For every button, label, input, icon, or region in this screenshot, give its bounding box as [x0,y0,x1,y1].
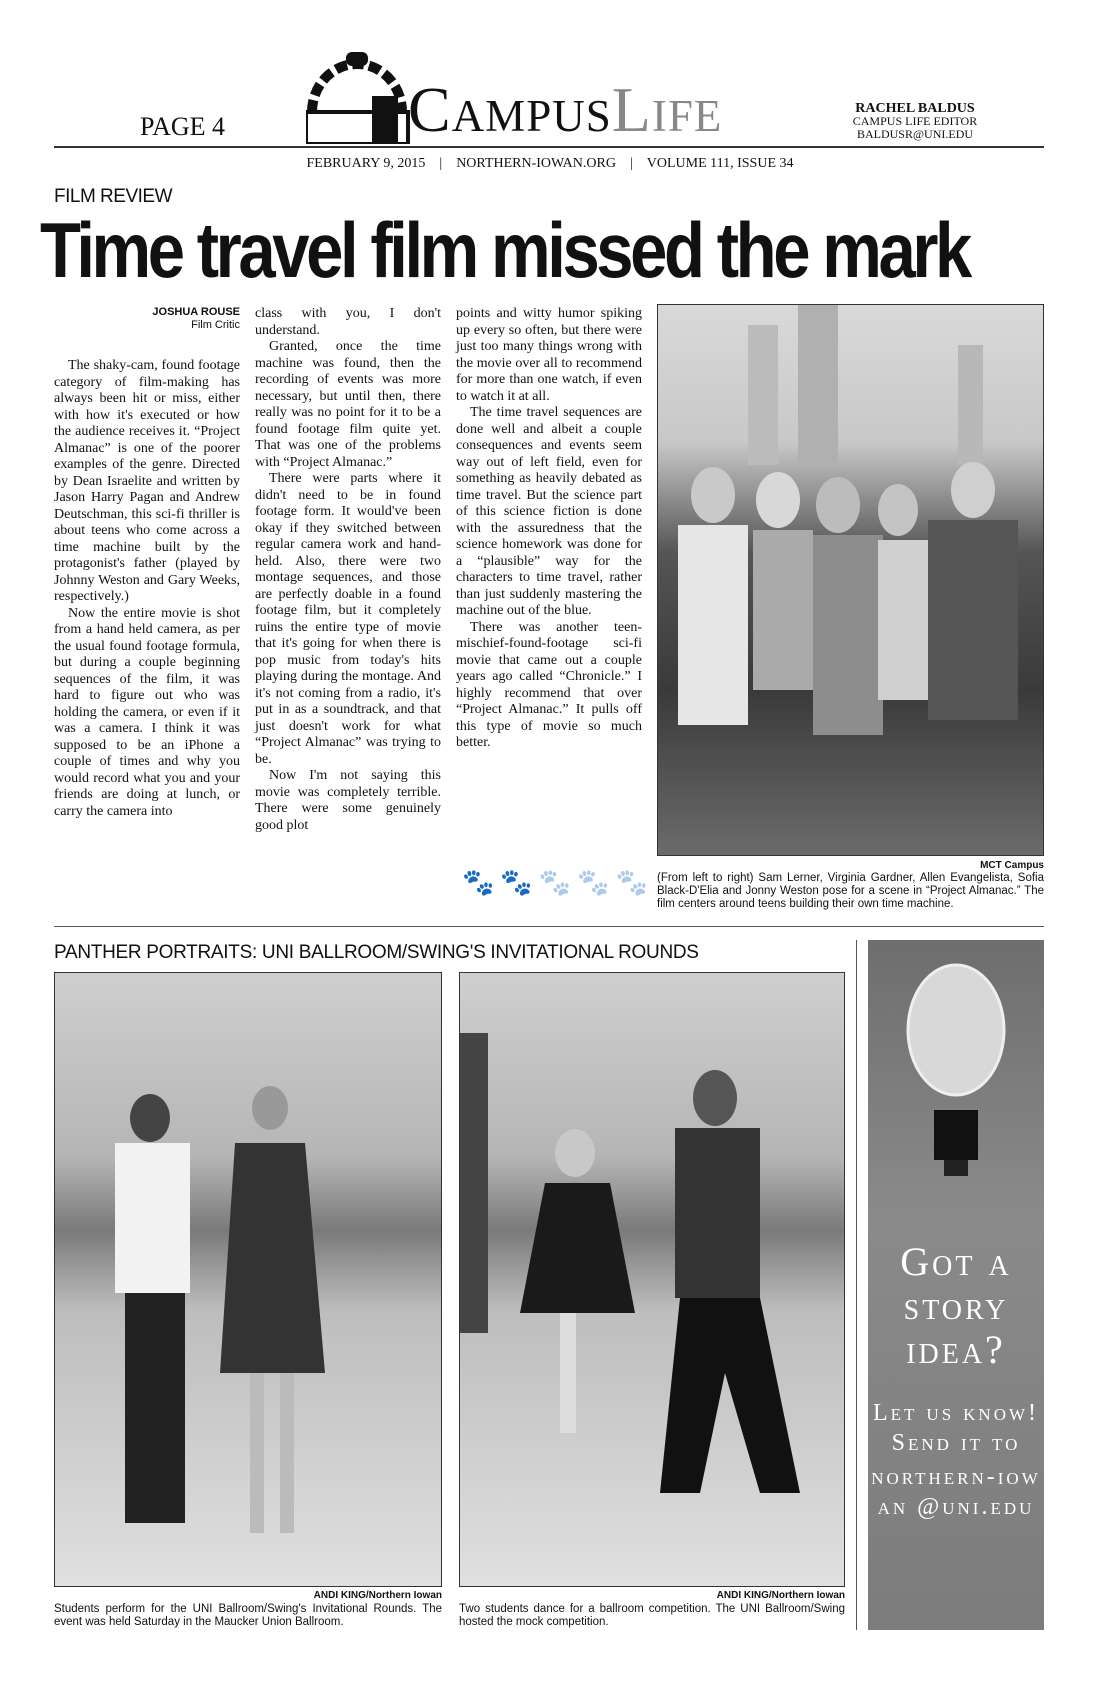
paragraph: Now the entire movie is shot from a hand held camera, as per the usual found footage formula, but during a couple beginning sequences of the film, it was hard to figure out who was holding the camera, or even if it was a camera. I think it was supposed to be an iPhone a couple of times and why you would record what you and your friends are doing at lunch, or carry the camera into [54,605,240,819]
editor-title: CAMPUS LIFE EDITOR [852,114,978,128]
paw-icon-empty: 🐾 [538,868,572,897]
paragraph: points and witty humor spiking up every so often, but there were just too many things wrong with the movie over all to recommend for more than one watch, if even to watch it at all. [456,306,642,404]
paragraph: Granted, once the time machine was found, then the recording of events was more necessary, but until then, there really was no point for it to be a found footage film quite yet. That was one of the problems with “Project Almanac.” [255,339,441,470]
byline [54,306,240,332]
dance-photo-2 [459,972,845,1587]
section-kicker: FILM REVIEW [54,186,173,207]
paragraph: The time travel sequences are done well and albeit a couple consequences and events seem way out of left field, even for something as heavily debated as time travel. But the science part of this science fiction is done with the assuredness that the science homework was done for a “plausible” way for the characters to time travel, rather than just suddenly mastering the machine out of the blue. [456,405,642,618]
photo-credit: ANDI KING/Northern Iowan [313,1590,442,1601]
story-idea-ad [868,940,1044,1630]
masthead-title: CampusLife [408,74,723,145]
issue-date: FEBRUARY 9, 2015 [306,156,426,171]
paw-icon-filled: 🐾 [462,868,495,897]
author-role: Film Critic [191,319,240,331]
film-still-photo [657,304,1044,856]
editor-email[interactable]: BALDUSR@UNI.EDU [856,127,974,141]
paragraph: The shaky-cam, found footage category of film-making has always been hit or miss, either with how it's executed or how the audience receives it. “Project Almanac” is one of the poorer examples of the genre. Directed by Dean Israelite and written by Jason Harry Pagan and Andrew Deutschman, this sci-fi thriller is about teens who come across a time machine built by the protagonist's father (played by Johnny Weston and Gary Weeks, respectively.) [54,358,240,604]
paragraph: There was another teen-mischief-found-footage sci-fi movie that came out a couple years ago called “Chronicle.” I highly recommend that over “Project Almanac.” It pulls off this type of movie so much better. [456,619,642,750]
dateline [0,156,1100,172]
separator: | [439,156,443,171]
column-divider [856,940,857,1630]
article-column-1 [54,306,240,820]
section-divider [54,926,1044,927]
dancers-illustration [460,973,845,1587]
rating-paws [462,868,648,898]
photo-caption: (From left to right) Sam Lerner, Virginia Gardner, Allen Evangelista, Sofia Black-D'Elia and Jonny Weston pose for a scene in “Project Almanac.” The film centers around teens building their own time machine. [657,872,1044,910]
crowd-illustration [658,305,1044,856]
article-headline: Time travel film missed the mark [40,206,969,294]
ad-email[interactable]: northern-iowan @uni.edu [871,1464,1041,1520]
photo-credit: ANDI KING/Northern Iowan [716,1590,845,1601]
header-rule [54,146,1044,148]
paw-icon-empty: 🐾 [615,868,648,897]
photo-caption: Two students dance for a ballroom competition. The UNI Ballroom/Swing hosted the mock competition. [459,1603,845,1628]
dance-photo-1 [54,972,442,1587]
editor-info [840,102,990,141]
website-link[interactable]: NORTHERN-IOWAN.ORG [456,156,616,171]
author-name: JOSHUA ROUSE [152,306,240,318]
ad-headline: Got a story idea? [900,1239,1012,1372]
ad-subtext: Let us know! Send it to [872,1400,1040,1456]
photo-credit: MCT Campus [980,860,1044,871]
paw-icon-empty: 🐾 [577,868,610,897]
dancers-illustration [55,973,442,1587]
lightbulb-icon [906,960,1006,1200]
article-column-3 [456,306,642,752]
photo-caption: Students perform for the UNI Ballroom/Swing's Invitational Rounds. The event was held Saturday in the Maucker Union Ballroom. [54,1603,442,1628]
separator: | [629,156,633,171]
paragraph: Now I'm not saying this movie was completely terrible. There were some genuinely good plot [255,768,441,833]
paragraph: There were parts where it didn't need to be in found footage form. It would've been okay if they switched between regular camera work and hand-held. Also, there were two montage sequences, and those are perfectly doable in a found footage film, but it completely ruins the entire type of movie that it's going for when there is pop music from today's hits playing during the montage. And it's not coming from a radio, it's put in as a soundtrack, and that just doesn't work for what “Project Almanac” was trying to be. [255,471,441,767]
paw-icon-filled: 🐾 [500,868,533,897]
paragraph: class with you, I don't understand. [255,306,441,338]
page-number: PAGE 4 [140,112,226,141]
editor-name: RACHEL BALDUS [855,101,975,116]
portraits-heading: PANTHER PORTRAITS: UNI BALLROOM/SWING'S INVITATIONAL ROUNDS [54,942,699,963]
issue-volume: VOLUME 111, ISSUE 34 [646,156,794,171]
article-column-2 [255,306,441,834]
